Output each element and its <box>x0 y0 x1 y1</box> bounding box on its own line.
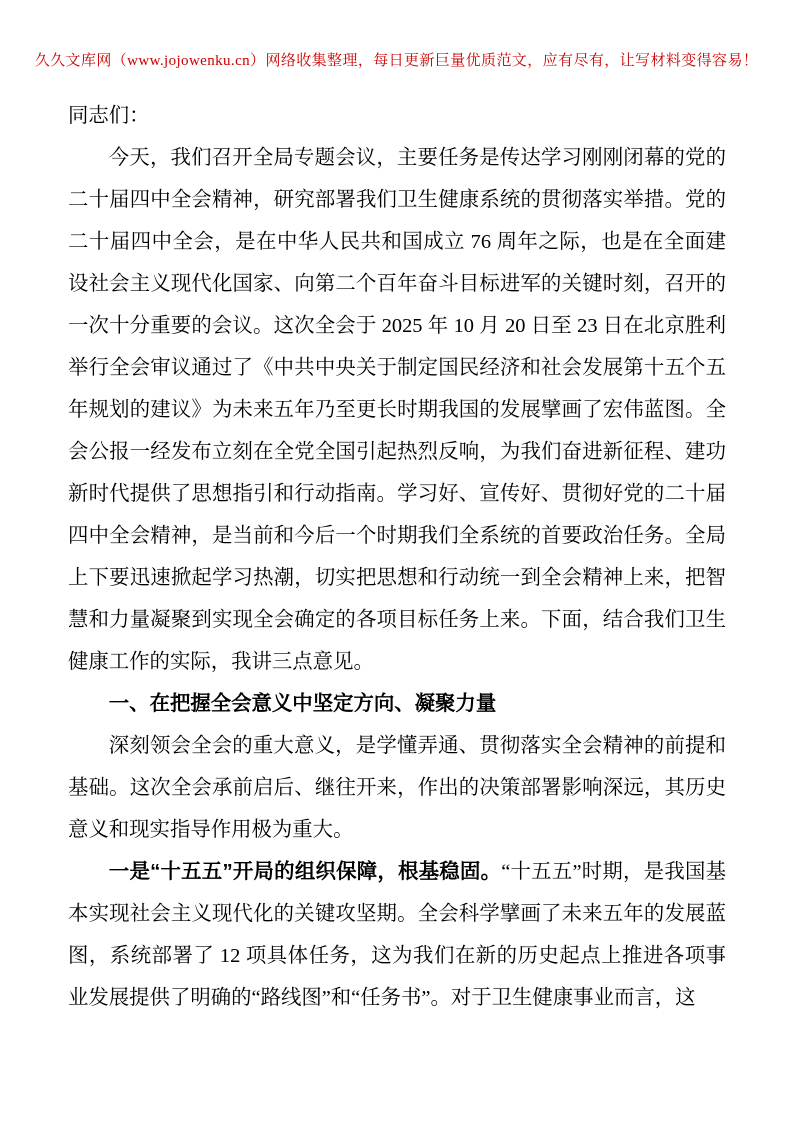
paragraph-1: 今天，我们召开全局专题会议，主要任务是传达学习刚刚闭幕的党的二十届四中全会精神，研究部署我们卫生健康系统的贯彻落实举措。党的二十届四中全会，是在中华人民共和国成立 76 周年之际，也是在全面建设社会主义现代化国家、向第二个百年奋斗目标进军的关键时刻，召开的一次十分重要的会议。这次全会于 2025 年 10 月 20 日至 23 日在北京胜利举行全会审议通过了《中共中央关于制定国民经济和社会发展第十五个五年规划的建议》为未来五年乃至更长时期我国的发展擘画了宏伟蓝图。全会公报一经发布立刻在全党全国引起热烈反响，为我们奋进新征程、建功新时代提供了思想指引和行动指南。学习好、宣传好、贯彻好党的二十届四中全会精神，是当前和今后一个时期我们全系统的首要政治任务。全局上下要迅速掀起学习热潮，切实把思想和行动统一到全会精神上来，把智慧和力量凝聚到实现全会确定的各项目标任务上来。下面，结合我们卫生健康工作的实际，我讲三点意见。 <box>68 147 726 673</box>
salutation: 同志们： <box>68 105 150 127</box>
paragraph-2: 深刻领会全会的重大意义，是学懂弄通、贯彻落实全会精神的前提和基础。这次全会承前启后、继往开来，作出的决策部署影响深远，其历史意义和现实指导作用极为重大。 <box>68 735 726 841</box>
section-heading-1: 一、在把握全会意义中坚定方向、凝聚力量 <box>108 693 497 715</box>
paragraph-3 <box>68 851 726 1019</box>
paragraph-3-bold-lead: 一是“十五五”开局的组织保障，根基稳固。 <box>108 861 502 883</box>
watermark-notice: 久久文库网（www.jojowenku.cn）网络收集整理，每日更新巨量优质范文，应有尽有，让写材料变得容易！ <box>34 53 759 69</box>
document-body <box>68 95 726 1019</box>
paragraph-3-body: “十五五”时期，是我国基本实现社会主义现代化的关键攻坚期。全会科学擘画了未来五年的发展蓝图，系统部署了 12 项具体任务，这为我们在新的历史起点上推进各项事业发展提供了明确的“路线图”和“任务书”。对于卫生健康事业而言，这 <box>68 861 726 1009</box>
